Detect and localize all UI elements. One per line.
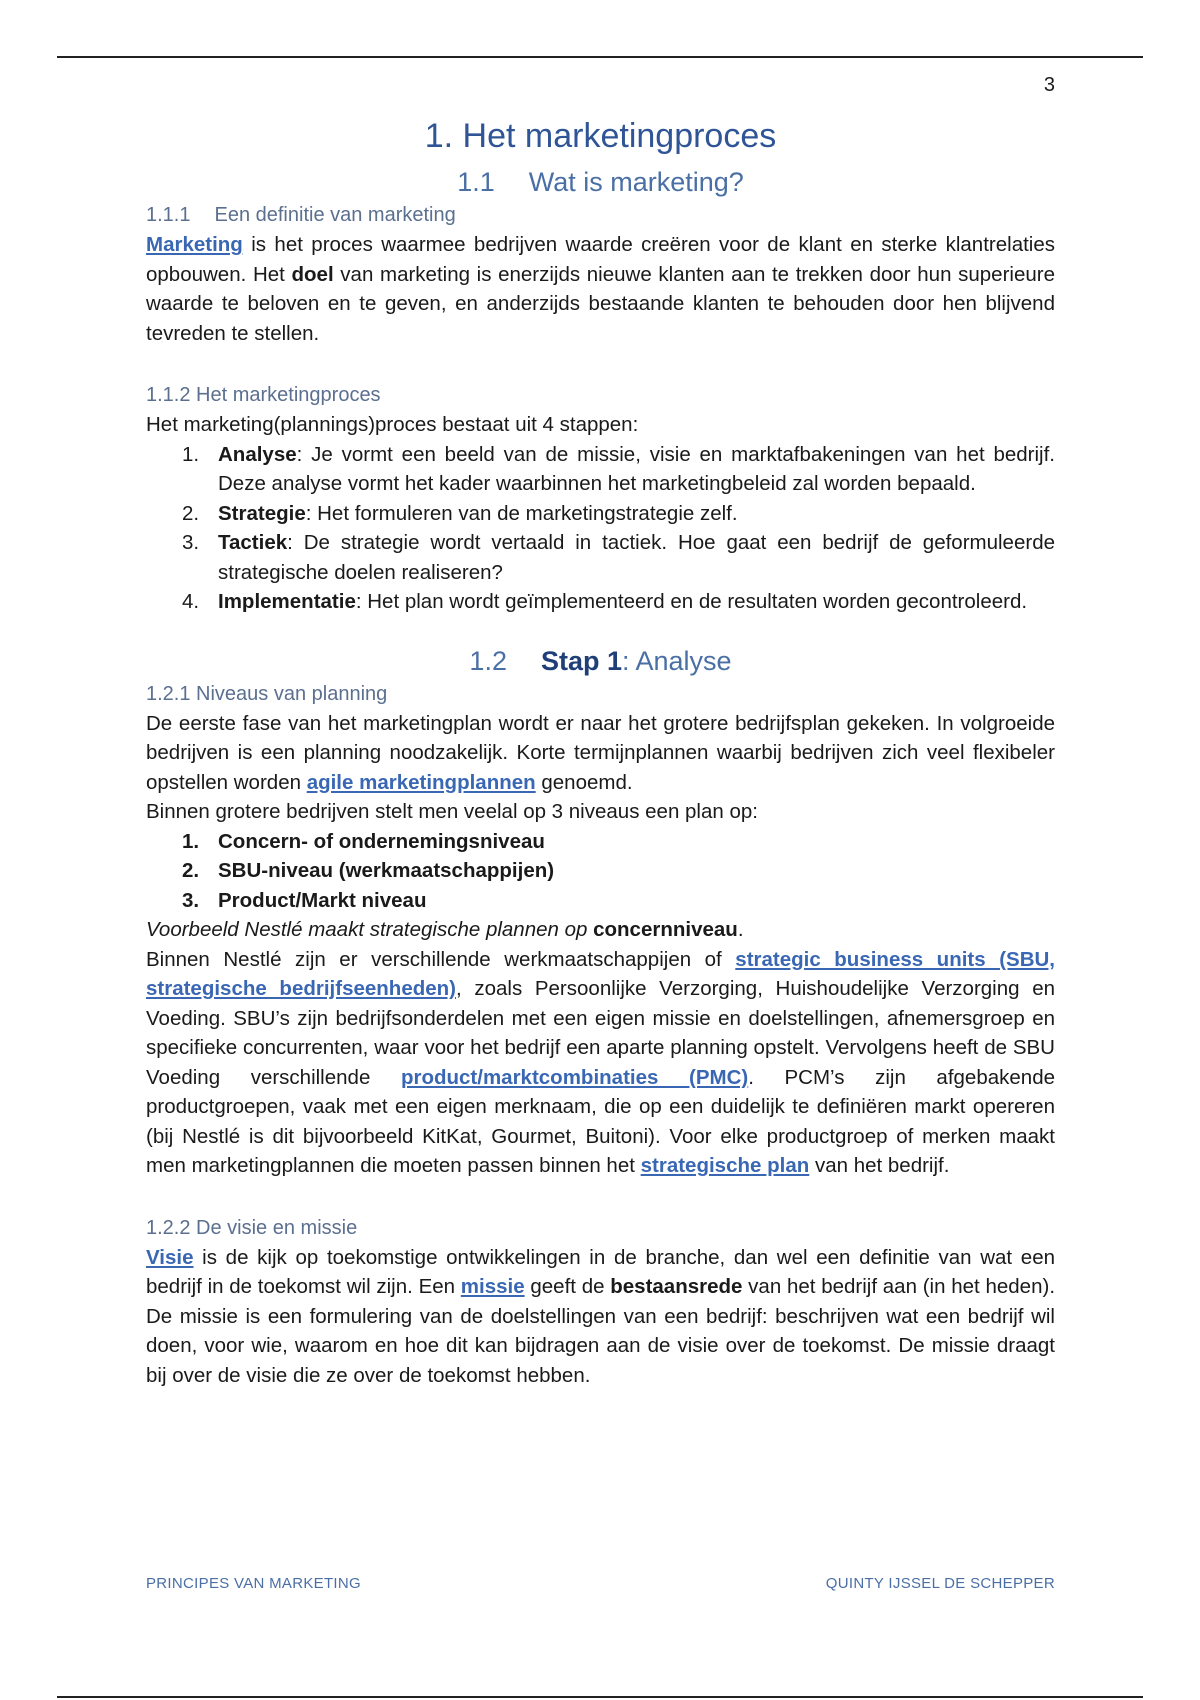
italic-text: Voorbeeld Nestlé maakt strategische plannen op bbox=[146, 918, 594, 941]
list-item bbox=[146, 856, 1055, 886]
footer-rule bbox=[57, 1696, 1143, 1698]
list-item bbox=[146, 440, 1055, 499]
list-number: 3. bbox=[182, 888, 200, 912]
steps-list bbox=[146, 440, 1055, 617]
paragraph-text: Binnen Nestlé zijn er verschillende werkmaatschappijen of bbox=[146, 947, 736, 971]
paragraph-levels-intro: Binnen grotere bedrijven stelt men veelal op 3 niveaus een plan op: bbox=[146, 800, 758, 823]
section-title: : Analyse bbox=[622, 645, 732, 676]
subsection-title: Een definitie van marketing bbox=[214, 204, 456, 226]
list-number: 4. bbox=[182, 590, 200, 613]
list-item bbox=[146, 827, 1055, 857]
bold-text: bestaansrede bbox=[610, 1275, 743, 1298]
paragraph-text: . bbox=[737, 918, 744, 941]
subsection-heading-1-2-1: 1.2.1 Niveaus van planning bbox=[146, 682, 388, 705]
paragraph-text: is de kijk op toekomstige ontwikkelingen in de branche, dan wel een definitie van wat een bedrijf in de toekomst wil zijn. Een bbox=[146, 1245, 1055, 1298]
bold-text: doel bbox=[291, 262, 334, 286]
list-number: 3. bbox=[182, 531, 200, 554]
section-number: 1.2 bbox=[469, 645, 507, 676]
step-text: : Het formuleren van de marketingstrategie zelf. bbox=[305, 501, 738, 525]
step-text: : Je vormt een beeld van de missie, visie en marktafbakeningen van het bedrijf. Deze analyse vormt het kader waarbinnen het marketingbeleid zal worden bepaald. bbox=[218, 442, 1055, 495]
footer-author: QUINTY IJSSEL DE SCHEPPER bbox=[825, 1575, 1055, 1592]
paragraph-text: geeft de bbox=[524, 1275, 611, 1298]
term-visie: Visie bbox=[146, 1245, 194, 1269]
page-number: 3 bbox=[1043, 74, 1055, 96]
level-text: Product/Markt niveau bbox=[218, 888, 427, 912]
list-item bbox=[146, 528, 1055, 587]
subsection-heading-1-1-1 bbox=[146, 200, 1055, 230]
paragraph-text: . PCM’s zijn afgebakende productgroepen, vaak met een eigen merknaam, die op een duidelijk te definiëren markt opereren (bij Nestlé is dit bijvoorbeeld KitKat, Gourmet, Buitoni). Voor elke productgroep of merken maakt men marketingplannen die moeten passen binnen het bbox=[146, 1065, 1055, 1177]
term-missie: missie bbox=[460, 1275, 525, 1298]
subsection-number: 1.1.1 bbox=[146, 204, 191, 226]
list-number: 2. bbox=[182, 501, 200, 525]
paragraph-example bbox=[146, 915, 1055, 945]
paragraph-text: is het proces waarmee bedrijven waarde creëren voor de klant en sterke klantrelaties opbouwen. Het bbox=[146, 233, 1055, 286]
list-item bbox=[146, 886, 1055, 916]
paragraph-text: van het bedrijf. bbox=[809, 1154, 950, 1177]
section-heading-1-1 bbox=[146, 164, 1055, 200]
list-item bbox=[146, 587, 1055, 617]
level-text: SBU-niveau (werkmaatschappijen) bbox=[218, 859, 555, 882]
term-agile-marketingplannen: agile marketingplannen bbox=[306, 770, 536, 794]
list-item bbox=[146, 499, 1055, 529]
step-label: Implementatie bbox=[218, 590, 356, 613]
bold-text: concernniveau bbox=[593, 918, 738, 941]
list-number: 1. bbox=[182, 829, 200, 853]
section-heading-1-2 bbox=[146, 643, 1055, 679]
paragraph-text: , zoals Persoonlijke Verzorging, Huishoudelijke Verzorging en Voeding. SBU’s zijn bedrijfsonderdelen met een eigen missie en doelstellingen, afnemersgroep en specifieke concurrenten, waar voor het bedrijf een aparte planning opstelt. Vervolgens heeft de SBU Voeding verschillende bbox=[146, 977, 1055, 1089]
chapter-heading: 1. Het marketingproces bbox=[424, 117, 777, 155]
document-page bbox=[146, 70, 1055, 1390]
term-marketing: Marketing bbox=[146, 233, 243, 256]
paragraph-intro-steps: Het marketing(plannings)proces bestaat uit 4 stappen: bbox=[146, 413, 639, 436]
step-label: Tactiek bbox=[218, 531, 288, 554]
section-number: 1.1 bbox=[457, 167, 495, 197]
section-title-strong: Stap 1 bbox=[540, 645, 622, 676]
subsection-heading-1-2-2: 1.2.2 De visie en missie bbox=[146, 1216, 358, 1239]
list-number: 1. bbox=[182, 442, 200, 466]
step-text: : De strategie wordt vertaald in tactiek. Hoe gaat een bedrijf de geformuleerde strategische doelen realiseren? bbox=[218, 531, 1055, 584]
section-title: Wat is marketing? bbox=[528, 167, 744, 197]
term-sbu: strategic business units (SBU, strategische bedrijfseenheden) bbox=[146, 947, 1055, 1000]
term-strategische-plan: strategische plan bbox=[640, 1154, 810, 1177]
term-pmc: product/marktcombinaties (PMC) bbox=[400, 1065, 749, 1089]
paragraph-planning bbox=[146, 709, 1055, 798]
page-footer bbox=[146, 1575, 1055, 1592]
footer-course-title: PRINCIPES VAN MARKETING bbox=[146, 1575, 361, 1592]
step-text: : Het plan wordt geïmplementeerd en de resultaten worden gecontroleerd. bbox=[355, 590, 1028, 613]
paragraph-visie-missie bbox=[146, 1243, 1055, 1391]
paragraph-text: van marketing is enerzijds nieuwe klanten aan te trekken door hun superieure waarde te beloven en te geven, en anderzijds bestaande klanten te behouden door hen blijvend tevreden te stellen. bbox=[146, 262, 1055, 345]
step-label: Analyse bbox=[218, 442, 297, 466]
paragraph-marketing-definition bbox=[146, 230, 1055, 348]
subsection-heading-1-1-2: 1.1.2 Het marketingproces bbox=[146, 384, 381, 406]
paragraph-text: genoemd. bbox=[535, 770, 633, 794]
level-text: Concern- of ondernemingsniveau bbox=[218, 829, 545, 853]
levels-list bbox=[146, 827, 1055, 916]
header-rule bbox=[57, 56, 1143, 58]
step-label: Strategie bbox=[218, 501, 306, 525]
paragraph-text: van het bedrijf aan (in het heden). De missie is een formulering van de doelstellingen van een bedrijf: beschrijven wat een bedrijf wil doen, voor wie, waarom en hoe dit kan bijdragen aan de visie over de toekomst. De missie draagt bij over de visie die ze over de toekomst hebben. bbox=[146, 1275, 1056, 1387]
paragraph-sbu bbox=[146, 945, 1055, 1181]
list-number: 2. bbox=[182, 859, 200, 882]
paragraph-text: De eerste fase van het marketingplan wordt er naar het grotere bedrijfsplan gekeken. In volgroeide bedrijven is een planning noodzakelijk. Korte termijnplannen waarbij bedrijven zich veel flexibeler opstellen worden bbox=[146, 711, 1055, 794]
